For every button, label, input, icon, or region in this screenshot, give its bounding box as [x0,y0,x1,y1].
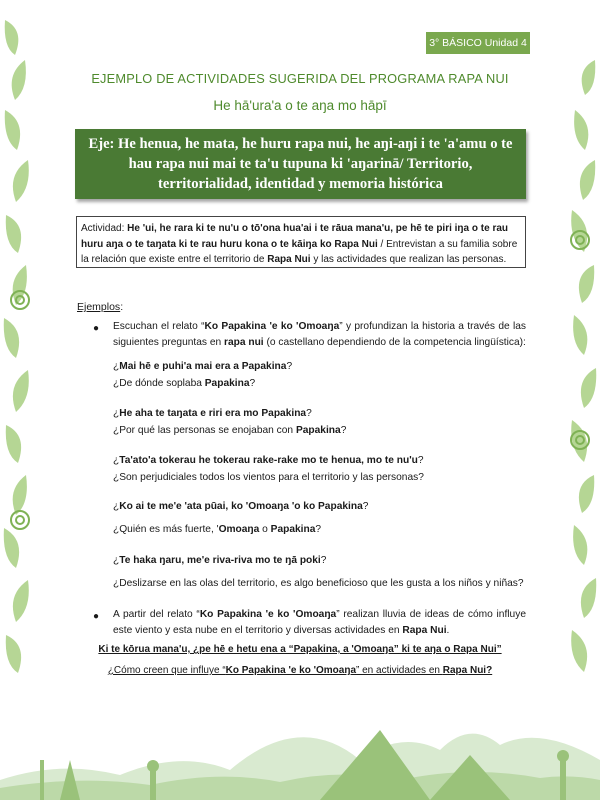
question-1: ¿Mai hē e puhi'a mai era a Papakina? ¿De dónde soplaba Papakina? [113,361,293,389]
rapanui-question-line: Ki te kōrua mana'u, ¿pe hē e hetu ena a “Papakina, a 'Omoaŋa” ki te aŋa o Rapa Nui” [98,644,502,655]
question-2: ¿He aha te taŋata e riri era mo Papakina? ¿Por qué las personas se enojaban con Papakina? [113,408,347,436]
bullet2-paragraph: A partir del relato “Ko Papakina 'e ko 'Omoaŋa” realizan lluvia de ideas de cómo influye este viento y esta nube en el territorio y diversas actividades en Rapa Nui. [113,609,526,636]
bullet-dot: ● [93,611,100,622]
activity-spanish-end: y las actividades que realizan las personas. [310,254,507,265]
question-3: ¿Ta'ato'a tokerau he tokerau rake-rake mo te henua, mo te nu'u? ¿Son perjudiciales todos los vientos para el territorio y las personas? [113,455,424,483]
eje-text: Eje: He henua, he mata, he huru rapa nui, he aŋi-aŋi i te 'a'amu o te hau rapa nui mai te ta'u tupuna ki 'aŋarinā/ Territorio, territorialidad, identidad y memoria histórica [88,136,513,192]
question-4: ¿Ko ai te me'e 'ata pūai, ko 'Omoaŋa 'o ko Papakina? ¿Quién es más fuerte, 'Omoaŋa o Papakina? [113,501,369,535]
question-5: ¿Te haka ŋaru, me'e riva-riva mo te ŋā poki? ¿Deslizarse en las olas del territorio, es algo beneficioso que les gusta a los niños y niñas? [113,555,524,589]
right-decorative-border [560,0,600,800]
left-decorative-border [0,0,40,800]
page-subtitle: He hā'ura'a o te aŋa mo hāpī [213,98,387,113]
landscape-illustration [0,690,600,800]
activity-separator: / [377,238,387,250]
activity-box [76,216,526,268]
spanish-question-line: ¿Cómo creen que influye “Ko Papakina 'e ko 'Omoaŋa” en actividades en Rapa Nui? [107,665,493,676]
activity-rapanui: He 'ui, he rara ki te nu'u o tō'ona hua'ai i te rāua mana'u, pe hē te piri iŋa o te rau huru aŋa o te taŋata ki te rau huru kona o te kāiŋa ko Rapa Nui [81,223,508,250]
grade-unit-badge: 3° BÁSICO Unidad 4 [426,32,530,54]
bullet1-paragraph: Escuchan el relato “Ko Papakina 'e ko 'Omoaŋa” y profundizan la historia a través de las siguientes preguntas en rapa nui (o castellano dependiendo de la competencia lingüística): [113,321,527,348]
bullet-dot: ● [93,323,100,334]
activity-spanish: Entrevistan a su familia sobre la relación que existe entre el territorio de [81,238,518,265]
examples-heading: Ejemplos: [77,301,124,313]
page-title: EJEMPLO DE ACTIVIDADES SUGERIDA DEL PROGRAMA RAPA NUI [91,71,509,86]
eje-banner [75,129,526,199]
activity-label: Actividad: [81,223,125,234]
activity-place: Rapa Nui [267,254,311,265]
